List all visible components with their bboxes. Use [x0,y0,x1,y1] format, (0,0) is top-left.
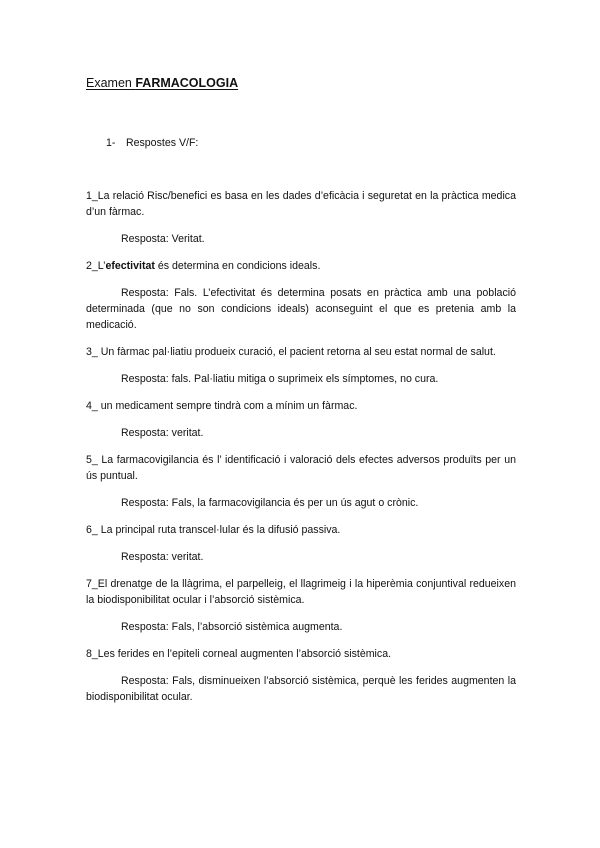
question-1: 1_La relació Risc/benefici es basa en les dades d’eficàcia i seguretat en la pràctica medica d’un fàrmac. [86,190,516,218]
section-heading [106,135,198,151]
question-2 [86,258,516,274]
answer-1: Resposta: Veritat. [121,233,205,245]
questions-list [86,188,516,716]
page-title [86,75,238,91]
title-subject: FARMACOLOGIA [135,76,239,90]
question-2-rest: és determina en condicions ideals. [154,260,321,272]
section-number: 1- [106,137,116,149]
question-5: 5_ La farmacovigilancia és l’ identificació i valoració dels efectes adversos produïts per un ús puntual. [86,454,516,482]
question-4: 4_ un medicament sempre tindrà com a mínim un fàrmac. [86,400,358,412]
answer-7: Resposta: Fals, l’absorció sistèmica augmenta. [121,621,343,633]
answer-6: Resposta: veritat. [121,551,204,563]
answer-4: Resposta: veritat. [121,427,204,439]
title-prefix: Examen [86,76,136,90]
answer-5: Resposta: Fals, la farmacovigilancia és per un ús agut o crònic. [121,497,419,509]
answer-2: Resposta: Fals. L’efectivitat és determina posats en pràctica amb una població determinada (que no son condicions ideals) aconseguint el que es pretenia amb la medicació. [86,287,516,331]
question-6: 6_ La principal ruta transcel·lular és la difusió passiva. [86,524,341,536]
question-7: 7_El drenatge de la llàgrima, el parpelleig, el llagrimeig i la hiperèmia conjuntival redueixen la biodisponibilitat ocular i l’absorció sistèmica. [86,578,516,606]
question-8: 8_Les ferides en l’epiteli corneal augmenten l’absorció sistèmica. [86,648,392,660]
answer-8: Resposta: Fals, disminueixen l’absorció sistèmica, perquè les ferides augmenten la biodisponibilitat ocular. [86,675,516,703]
question-3: 3_ Un fàrmac pal·liatiu produeix curació, el pacient retorna al seu estat normal de salut. [86,346,496,358]
section-label: Respostes V/F: [125,137,199,149]
answer-3: Resposta: fals. Pal·liatiu mitiga o suprimeix els símptomes, no cura. [121,373,439,385]
question-2-prefix: 2_L’ [86,260,106,272]
question-2-keyword: efectivitat [105,260,155,272]
